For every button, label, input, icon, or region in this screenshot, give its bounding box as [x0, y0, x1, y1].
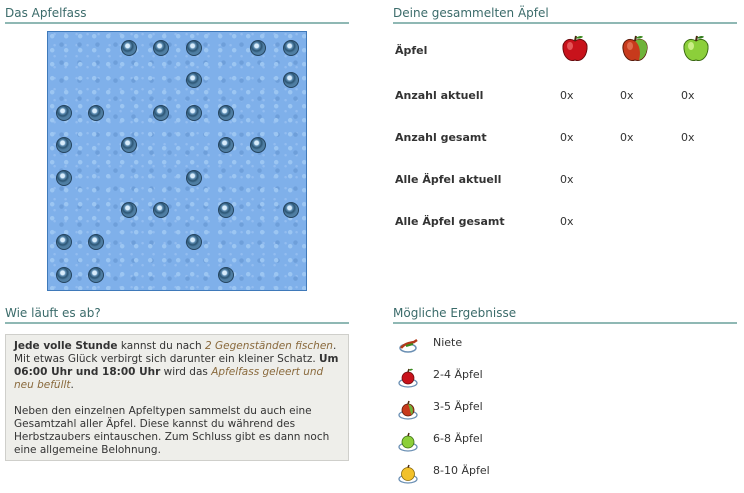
apple-barrel [47, 31, 307, 291]
how-it-works-box [5, 334, 349, 461]
fishing-spot-bubble[interactable] [56, 234, 72, 250]
fishing-spot-bubble[interactable] [153, 40, 169, 56]
all-apples-total-value: 0x [560, 215, 574, 228]
fishing-spot-bubble[interactable] [283, 72, 299, 88]
how-text: kannst du nach [117, 340, 205, 352]
how-text-refill: Apfelfass geleert und neu befüllt [14, 366, 324, 391]
all-apples-current-value: 0x [560, 173, 574, 186]
fishing-spot-bubble[interactable] [153, 105, 169, 121]
how-text-times: Um 06:00 Uhr und 18:00 Uhr [14, 353, 339, 378]
fishing-spot-bubble[interactable] [186, 170, 202, 186]
result-label: 6-8 Äpfel [433, 432, 483, 445]
all-apples-current-label: Alle Äpfel aktuell [395, 173, 502, 186]
how-text: wird das [160, 366, 212, 378]
how-text: . [70, 379, 74, 391]
fishing-spot-bubble[interactable] [56, 105, 72, 121]
result-label: Niete [433, 336, 463, 349]
how-text-hour: Jede volle Stunde [14, 340, 118, 352]
red-green-apple-icon [396, 398, 420, 422]
fishing-spot-bubble[interactable] [218, 202, 234, 218]
current-mixed-count: 0x [620, 89, 634, 102]
fishing-spot-bubble[interactable] [56, 170, 72, 186]
total-green-count: 0x [681, 131, 695, 144]
fishing-spot-bubble[interactable] [186, 72, 202, 88]
fishing-spot-bubble[interactable] [250, 137, 266, 153]
fishing-spot-bubble[interactable] [88, 234, 104, 250]
fishing-spot-bubble[interactable] [121, 202, 137, 218]
all-apples-total-label: Alle Äpfel gesamt [395, 215, 505, 228]
fishing-spot-bubble[interactable] [121, 40, 137, 56]
fishing-spot-bubble[interactable] [250, 40, 266, 56]
red-apple-icon [559, 33, 591, 65]
fishing-spot-bubble[interactable] [283, 40, 299, 56]
barrel-section-title: Das Apfelfass [5, 6, 349, 24]
fishing-spot-bubble[interactable] [56, 137, 72, 153]
green-apple-icon [396, 430, 420, 454]
fishing-spot-bubble[interactable] [56, 267, 72, 283]
fishing-spot-bubble[interactable] [153, 202, 169, 218]
current-count-label: Anzahl aktuell [395, 89, 484, 102]
result-label: 8-10 Äpfel [433, 464, 490, 477]
fishing-spot-bubble[interactable] [186, 234, 202, 250]
fishing-spot-bubble[interactable] [186, 40, 202, 56]
results-section-title: Mögliche Ergebnisse [393, 306, 737, 324]
fish-bone-icon [396, 334, 420, 358]
how-text: . Mit etwas Glück verbirgt sich darunter ein kleiner Schatz. [14, 340, 337, 365]
apples-section-title: Deine gesammelten Äpfel [393, 6, 737, 24]
yellow-apple-icon [396, 462, 420, 486]
how-section-title: Wie läuft es ab? [5, 306, 349, 324]
fishing-spot-bubble[interactable] [283, 202, 299, 218]
apples-row-label: Äpfel [395, 44, 428, 57]
total-red-count: 0x [560, 131, 574, 144]
total-count-label: Anzahl gesamt [395, 131, 487, 144]
total-mixed-count: 0x [620, 131, 634, 144]
fishing-spot-bubble[interactable] [218, 267, 234, 283]
fishing-spot-bubble[interactable] [88, 267, 104, 283]
how-text-items: 2 Gegenständen fischen [204, 340, 333, 352]
red-green-apple-icon [619, 33, 651, 65]
red-apple-icon [396, 366, 420, 390]
fishing-spot-bubble[interactable] [218, 137, 234, 153]
current-red-count: 0x [560, 89, 574, 102]
current-green-count: 0x [681, 89, 695, 102]
fishing-spot-bubble[interactable] [121, 137, 137, 153]
how-text-paragraph-2: Neben den einzelnen Apfeltypen sammelst du auch eine Gesamtzahl aller Äpfel. Diese kannst du während des Herbstzaubers eintauschen. Zum Schluss gibt es dann noch eine allgemeine Belohnung. [14, 405, 330, 456]
result-label: 2-4 Äpfel [433, 368, 483, 381]
fishing-spot-bubble[interactable] [218, 105, 234, 121]
fishing-spot-bubble[interactable] [88, 105, 104, 121]
green-apple-icon [680, 33, 712, 65]
fishing-spot-bubble[interactable] [186, 105, 202, 121]
result-label: 3-5 Äpfel [433, 400, 483, 413]
